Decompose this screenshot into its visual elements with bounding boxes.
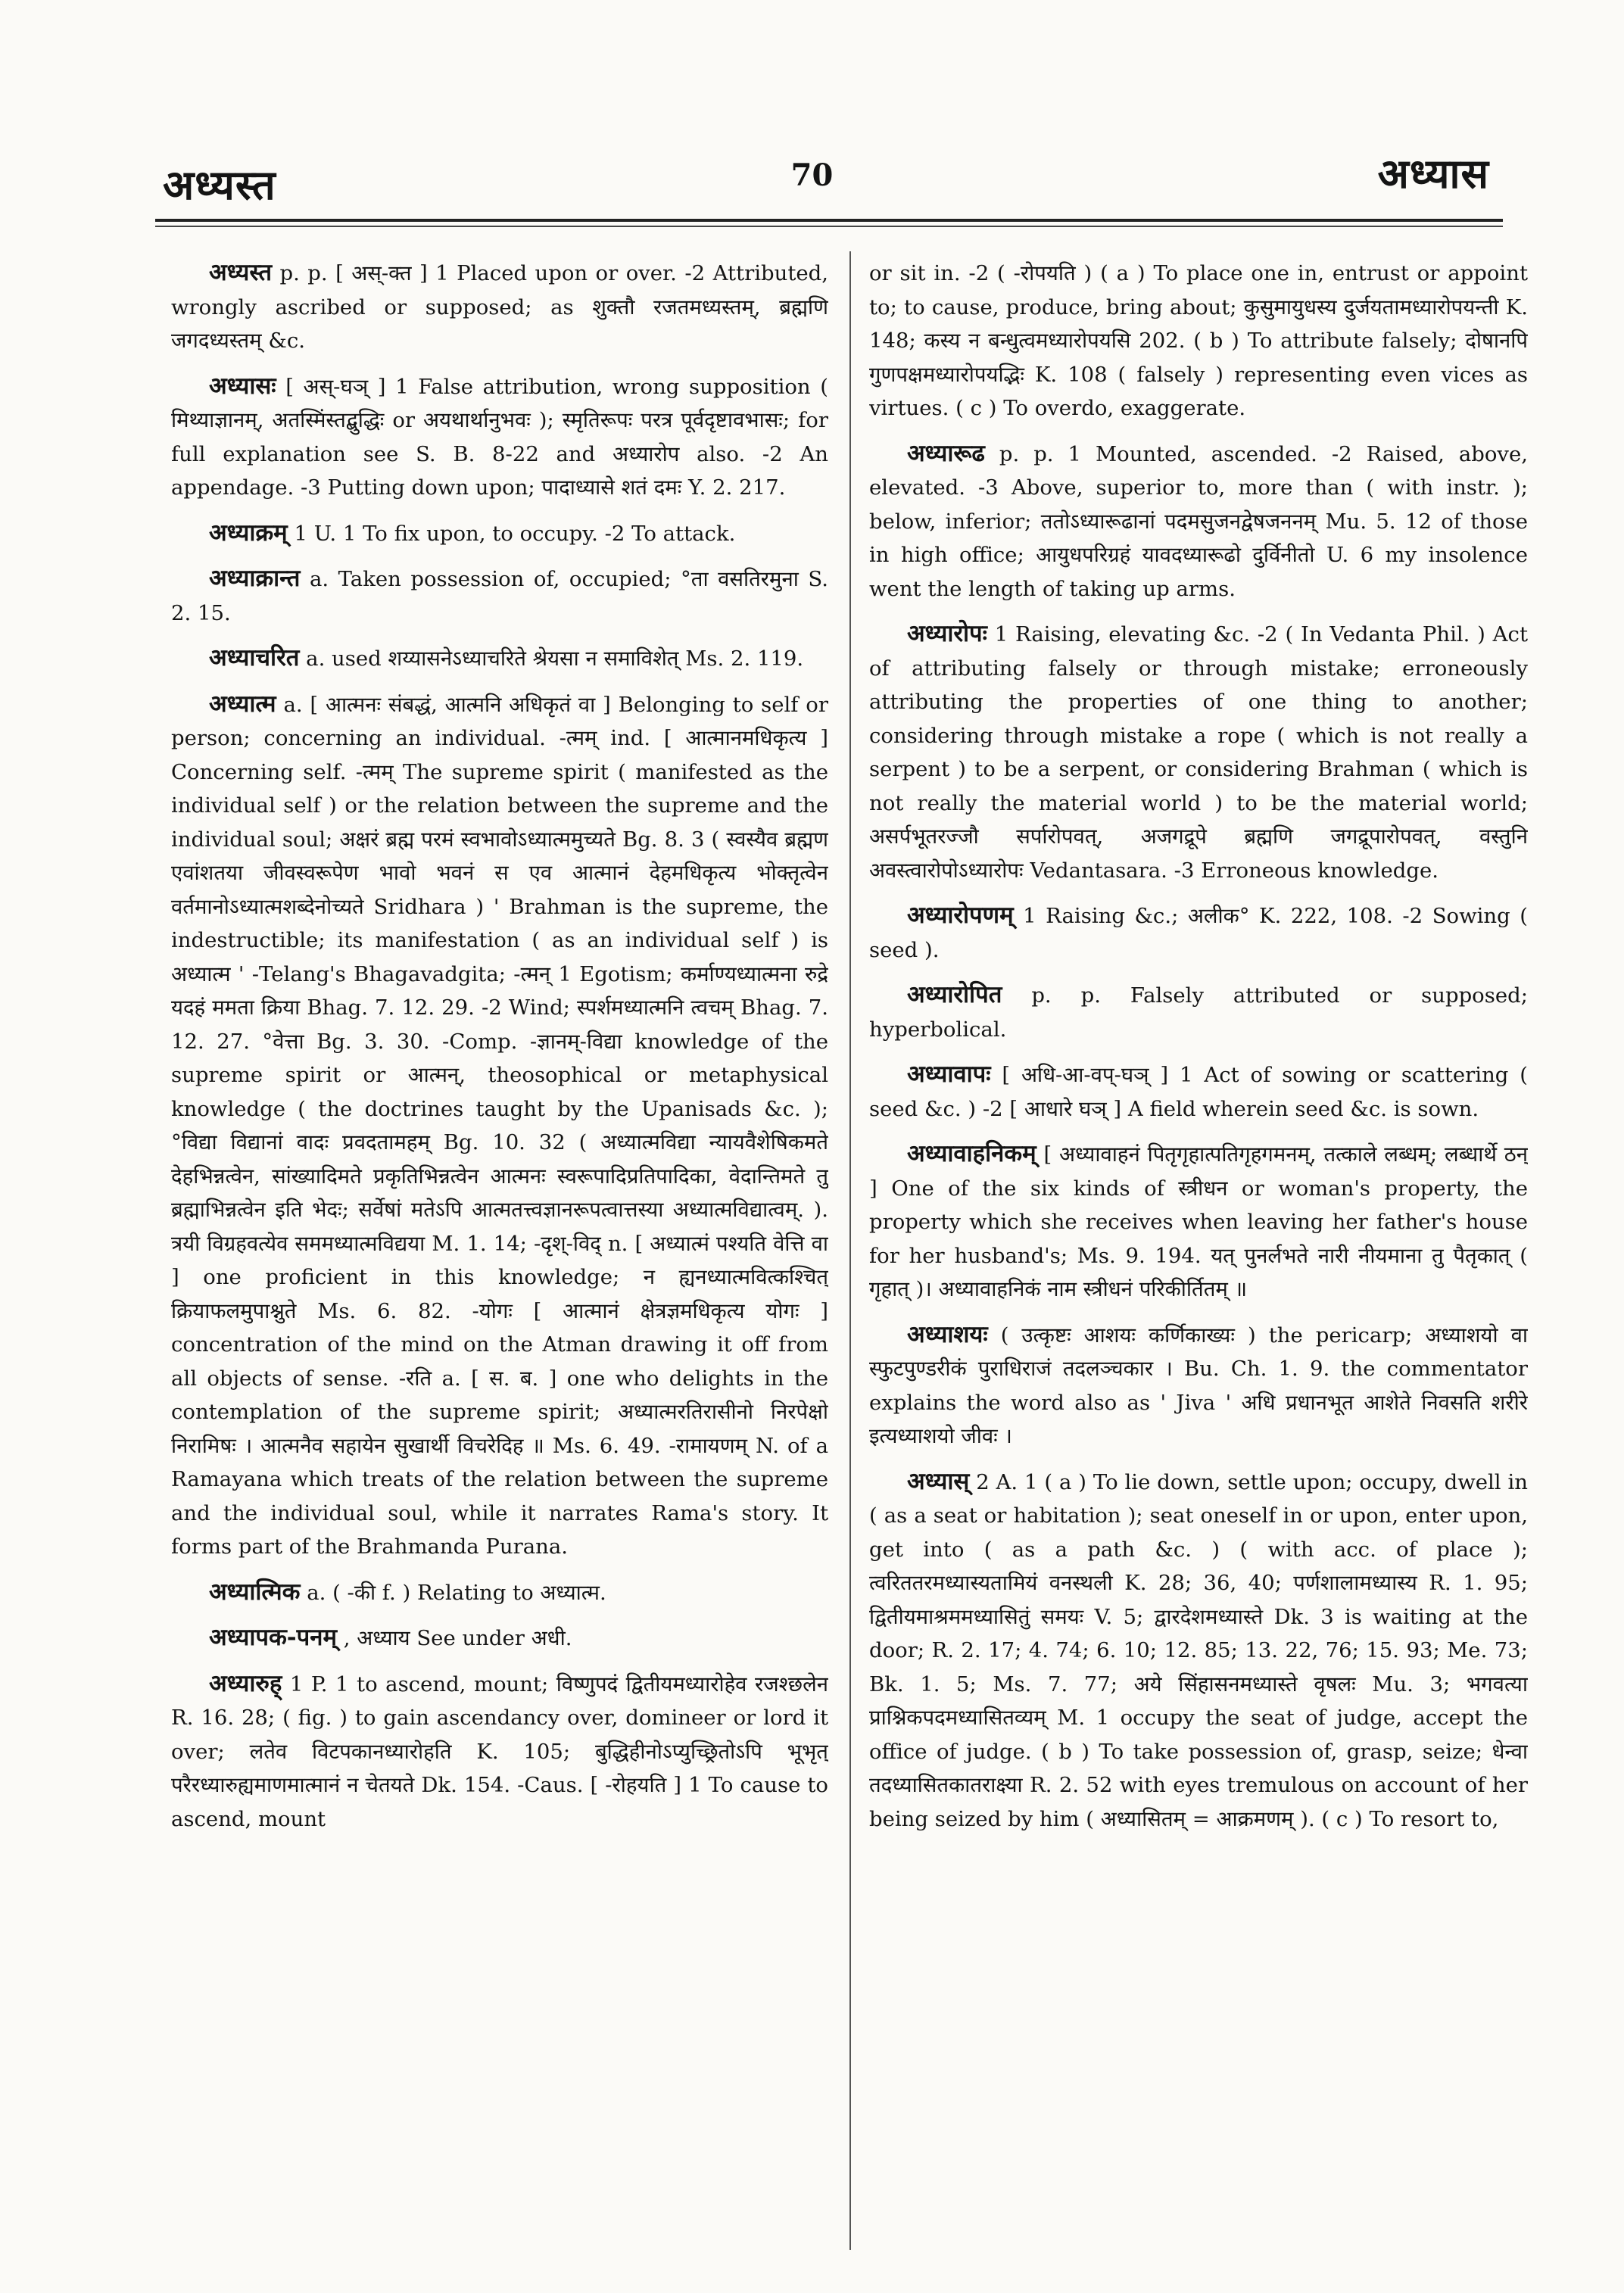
dictionary-entry [869, 899, 1528, 967]
dictionary-entry [171, 369, 828, 505]
dictionary-entry [171, 687, 828, 1564]
entry-headword: अध्याक्रम् [209, 519, 288, 547]
page-number: 70 [790, 157, 834, 193]
entry-headword: अध्यारोपित [907, 981, 1002, 1008]
entry-text: [ अध्यावाहनं पितृगृहात्पतिगृहगमनम्, तत्काले लब्धम्; लब्धार्थे ठन् ] One of the six kinds of स्त्रीधन or woman's property, the property which she receives when leaving her father's house for her husband's; Ms. 9. 194. यत् पुनर्लभते नारी नीयमाना तु पैतृकात् ( गृहात् )। अध्यावाहनिकं नाम स्त्रीधनं परिकीर्तितम् ॥ [869, 1142, 1528, 1301]
entry-headword: अध्यात्मिक [209, 1578, 301, 1606]
dictionary-entry [171, 641, 828, 676]
entry-text: , अध्याय See under अधी. [343, 1626, 572, 1650]
entry-headword: अध्यारूढ [907, 439, 985, 467]
dictionary-entry [171, 562, 828, 630]
dictionary-entry [171, 516, 828, 551]
entry-text: or sit in. -2 ( -रोपयति ) ( a ) To place one in, entrust or appoint to; to cause, produce, bring about; कुसुमायुधस्य दुर्जयतामध्यारोपयन्ती K. 148; कस्य न बन्धुत्वमध्यारोपयसि 202. ( b ) To attribute falsely; दोषानपि गुणपक्षमध्यारोपयद्भिः K. 108 ( falsely ) representing even vices as virtues. ( c ) To overdo, exaggerate. [869, 261, 1528, 420]
entry-text: a. used शय्यासनेऽध्याचरिते श्रेयसा न समाविशेत् Ms. 2. 119. [306, 646, 804, 671]
dictionary-entry [171, 1667, 828, 1837]
dictionary-entry-continued [869, 256, 1528, 425]
entry-headword: अध्यारुह् [209, 1669, 282, 1697]
entry-headword: अध्याचरित [209, 644, 300, 671]
entry-text: 1 Raising &c.; अलीक° K. 222, 108. -2 Sowing ( seed ). [869, 904, 1528, 962]
entry-text: a. Taken possession of, occupied; °ता वसतिरमुना S. 2. 15. [171, 567, 828, 625]
entry-text: 2 A. 1 ( a ) To lie down, settle upon; occupy, dwell in ( as a seat or habitation ); seat oneself in or upon, enter upon, get into ( as a path &c. ) ( with acc. of place ); त्वरिततरमध्यास्यतामियं वनस्थली K. 28; 36, 40; पर्णशालामध्यास्य R. 1. 95; द्वितीयमाश्रममध्यासितुं समयः V. 5; द्वारदेशमध्यास्ते Dk. 3 is waiting at the door; R. 2. 17; 4. 74; 6. 10; 12. 85; 13. 22, 76; 15. 93; Me. 73; Bk. 1. 5; Ms. 7. 77; अये सिंहासनमध्यास्ते वृषलः Mu. 3; भगवत्या प्राश्निकपदमध्यासितव्यम् M. 1 occupy the seat of judge, accept the office of judge. ( b ) To take possession of, grasp, seize; धेन्वा तदध्यासितकातराक्ष्या R. 2. 52 with eyes tremulous on account of her being seized by him ( अध्यासितम् = आक्रमणम् ). ( c ) To resort to, [869, 1469, 1528, 1831]
dictionary-entry [869, 1058, 1528, 1126]
left-column [171, 256, 828, 2254]
entry-headword: अध्याक्रान्त [209, 565, 301, 592]
entry-headword: अध्यापक-पनम् [209, 1624, 337, 1651]
dictionary-entry [869, 1318, 1528, 1453]
entry-headword: अध्यावापः [907, 1061, 991, 1088]
entry-text: 1 U. 1 To fix upon, to occupy. -2 To attack. [294, 521, 736, 546]
dictionary-entry [869, 1137, 1528, 1307]
entry-text: p. p. Falsely attributed or supposed; hyperbolical. [869, 983, 1528, 1042]
entry-headword: अध्यारोपणम् [907, 902, 1014, 929]
dictionary-entry [171, 256, 828, 358]
entry-text: a. ( -की f. ) Relating to अध्यात्म. [307, 1580, 606, 1605]
dictionary-entry [869, 437, 1528, 606]
entry-headword: अध्याशयः [907, 1320, 988, 1348]
entry-text: 1 Raising, elevating &c. -2 ( In Vedanta Phil. ) Act of attributing falsely or through mistake; erroneously attributing the properties of one thing to another; considering through mistake a rope ( which is not really a serpent ) to be a serpent, or considering Brahman ( which is not really the material world ) to be the material world; असर्पभूतरज्जौ सर्पारोपवत्, अजगद्रूपे ब्रह्मणि जगद्रूपारोपवत्, वस्तुनि अवस्त्वारोपोऽध्यारोपः Vedantasara. -3 Erroneous knowledge. [869, 622, 1528, 883]
entry-text: [ अधि-आ-वप्-घञ् ] 1 Act of sowing or scattering ( seed &c. ) -2 [ आधारे घञ् ] A field wherein seed &c. is sown. [869, 1063, 1528, 1121]
entry-text: a. [ आत्मनः संबद्धं, आत्मनि अधिकृतं वा ] Belonging to self or person; concerning an individual. -त्मम् ind. [ आत्मानमधिकृत्य ] Concerning self. -त्मम् The supreme spirit ( manifested as the individual self ) or the relation between the supreme and the individual soul; अक्षरं ब्रह्म परमं स्वभावोऽध्यात्ममुच्यते Bg. 8. 3 ( स्वस्यैव ब्रह्मण एवांशतया जीवस्वरूपेण भावो भवनं स एव आत्मानं देहमधिकृत्य भोक्तृत्वेन वर्तमानोऽध्यात्मशब्देनोच्यते Sridhara ) ' Brahman is the supreme, the indestructible; its manifestation ( as an individual self ) is अध्यात्म ' -Telang's Bhagavadgita; -त्मन् 1 Egotism; कर्माण्यध्यात्मना रुद्रे यदहं ममता क्रिया Bhag. 7. 12. 29. -2 Wind; स्पर्शमध्यात्मनि त्वचम् Bhag. 7. 12. 27. °वेत्ता Bg. 3. 30. -Comp. -ज्ञानम्-विद्या knowledge of the supreme spirit or आत्मन्, theosophical or metaphysical knowledge ( the doctrines taught by the Upanisads &c. ); °विद्या विद्यानां वादः प्रवदतामहम् Bg. 10. 32 ( अध्यात्मविद्या न्यायवैशेषिकमते देहभिन्नत्वेन, सांख्यादिमते प्रकृतिभिन्नत्वेन आत्मनः स्वरूपादिप्रतिपादिका, वेदान्तिमते तु ब्रह्माभिन्नत्वेन इति भेदः; सर्वेषां मतेऽपि आत्मतत्त्वज्ञानरूपत्वात्तस्या अध्यात्मविद्यात्वम्. ). त्रयी विग्रहवत्येव सममध्यात्मविद्यया M. 1. 14; -दृश्-विद् n. [ अध्यात्मं पश्यति वेत्ति वा ] one proficient in this knowledge; न ह्यनध्यात्मवित्कश्चित् क्रियाफलमुपाश्नुते Ms. 6. 82. -योगः [ आत्मानं क्षेत्रज्ञमधिकृत्य योगः ] concentration of the mind on the Atman drawing it off from all objects of sense. -रति a. [ स. ब. ] one who delights in the contemplation of the supreme spirit; अध्यात्मरतिरासीनो निरपेक्षो निरामिषः । आत्मनैव सहायेन सुखार्थी विचरेदिह ॥ Ms. 6. 49. -रामायणम् N. of a Ramayana which treats of the relation between the supreme and the individual soul, while it narrates Rama's story. It forms part of the Brahmanda Purana. [171, 692, 828, 1559]
entry-text: p. p. 1 Mounted, ascended. -2 Raised, above, elevated. -3 Above, superior to, more than ( with instr. ); below, inferior; ततोऽध्यारूढानां पदमसुजनद्वेषजननम् Mu. 5. 12 of those in high office; आयुधपरिग्रहं यावदध्यारूढो दुर्विनीतो U. 6 my insolence went the length of taking up arms. [869, 441, 1528, 601]
entry-headword: अध्यासः [209, 372, 276, 400]
entry-headword: अध्यस्त [209, 259, 273, 286]
entry-headword: अध्यात्म [209, 690, 276, 718]
header-rule-thick [155, 219, 1503, 222]
column-divider [849, 251, 851, 2250]
page-header [0, 0, 1624, 227]
left-running-headword: अध्यस्त [163, 160, 276, 209]
right-running-headword: अध्यास [1377, 149, 1489, 198]
entry-text: ( उत्कृष्टः आशयः कर्णिकाख्यः ) the pericarp; अध्याशयो वा स्फुटपुण्डरीकं पुराधिराजं तदलञ्चकार । Bu. Ch. 1. 9. the commentator explains the word also as ' Jiva ' अधि प्रधानभूत आशेते निवसति शरीरे इत्यध्याशयो जीवः । [869, 1323, 1528, 1448]
entry-headword: अध्यावाहनिकम् [907, 1140, 1036, 1167]
right-column [869, 256, 1528, 2254]
entry-text: p. p. [ अस्-क्त ] 1 Placed upon or over. -2 Attributed, wrongly ascribed or supposed; as शुक्तौ रजतमध्यस्तम्, ब्रह्मणि जगदध्यस्तम् &c. [171, 261, 828, 353]
dictionary-entry [869, 1465, 1528, 1837]
entry-headword: अध्यास् [907, 1467, 970, 1495]
entry-text: 1 P. 1 to ascend, mount; विष्णुपदं द्वितीयमध्यारोहेव रजश्छलेन R. 16. 28; ( fig. ) to gain ascendancy over, domineer or lord it over; लतेव विटपकानध्यारोहति K. 105; बुद्धिहीनोऽप्युच्छ्रितोऽपि भूभृत् परैरध्यारुह्यमाणमात्मानं न चेतयते Dk. 154. -Caus. [ -रोहयति ] 1 To cause to ascend, mount [171, 1671, 828, 1831]
dictionary-entry [869, 978, 1528, 1046]
dictionary-entry [869, 617, 1528, 887]
header-rule-thin [155, 226, 1503, 227]
entry-text: [ अस्-घञ् ] 1 False attribution, wrong supposition ( मिथ्याज्ञानम्, अतस्मिंस्तद्बुद्धिः or अयथार्थानुभवः ); स्मृतिरूपः परत्र पूर्वदृष्टावभासः; for full explanation see S. B. 8-22 and अध्यारोप also. -2 An appendage. -3 Putting down upon; पादाध्यासे शतं दमः Y. 2. 217. [171, 374, 828, 500]
dictionary-entry [171, 1575, 828, 1610]
entry-headword: अध्यारोपः [907, 620, 987, 647]
dictionary-entry [171, 1621, 828, 1656]
